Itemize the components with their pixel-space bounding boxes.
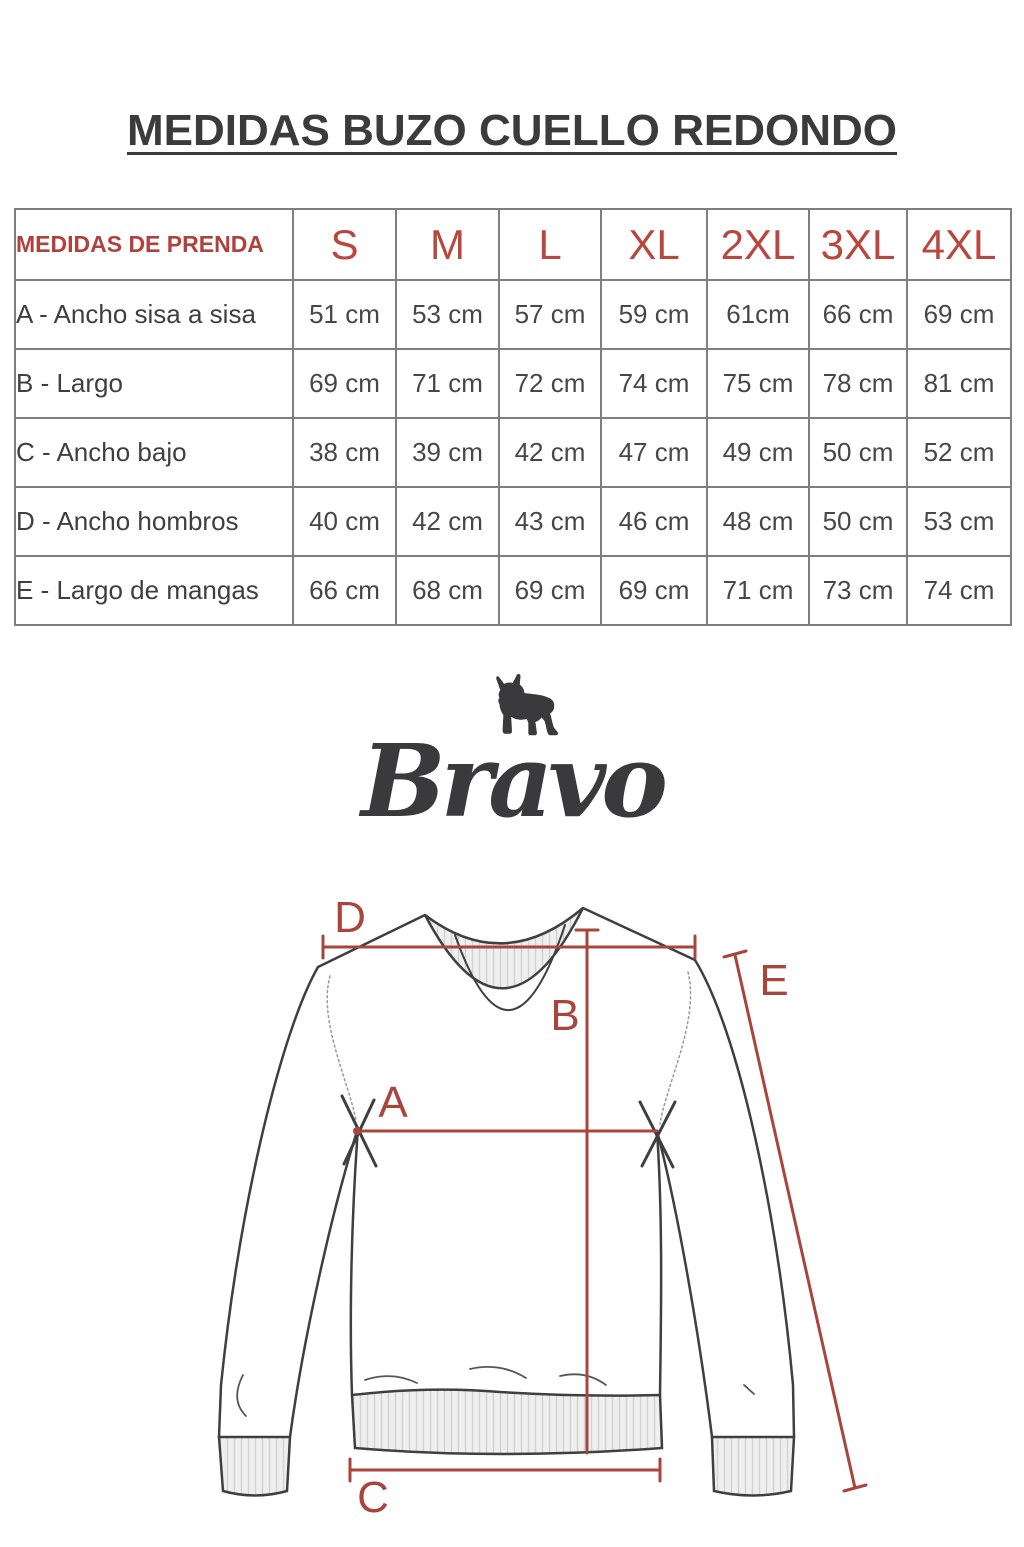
page-title: MEDIDAS BUZO CUELLO REDONDO	[127, 106, 897, 155]
measurement-value-cell: 57 cm	[499, 280, 601, 349]
measurement-row-label: E - Largo de mangas	[15, 556, 293, 625]
measurement-label-e: E	[759, 956, 789, 1005]
measurement-value-cell: 59 cm	[601, 280, 707, 349]
measurement-line-e	[724, 951, 866, 1491]
measurement-value-cell: 61cm	[707, 280, 809, 349]
size-column-header-xl: XL	[601, 209, 707, 280]
table-row	[15, 556, 1011, 625]
measurement-row-label: A - Ancho sisa a sisa	[15, 280, 293, 349]
table-row	[15, 280, 1011, 349]
measurement-value-cell: 75 cm	[707, 349, 809, 418]
size-column-header-l: L	[499, 209, 601, 280]
measurement-label-c: C	[357, 1473, 389, 1522]
measurement-line-c	[350, 1459, 660, 1481]
measurement-line-a	[353, 1127, 657, 1135]
measurement-value-cell: 49 cm	[707, 418, 809, 487]
measurement-value-cell: 72 cm	[499, 349, 601, 418]
measurement-row-label: B - Largo	[15, 349, 293, 418]
table-row	[15, 349, 1011, 418]
measurement-value-cell: 38 cm	[293, 418, 396, 487]
measurement-value-cell: 51 cm	[293, 280, 396, 349]
measurement-value-cell: 46 cm	[601, 487, 707, 556]
measurement-value-cell: 69 cm	[499, 556, 601, 625]
measurement-value-cell: 50 cm	[809, 487, 907, 556]
table-corner-header: MEDIDAS DE PRENDA	[15, 209, 293, 280]
measurement-label-a: A	[378, 1078, 408, 1127]
measurement-value-cell: 50 cm	[809, 418, 907, 487]
measurement-value-cell: 52 cm	[907, 418, 1011, 487]
measurement-value-cell: 39 cm	[396, 418, 499, 487]
sweatshirt-outline	[219, 908, 794, 1496]
measurement-value-cell: 53 cm	[907, 487, 1011, 556]
measurement-row-label: D - Ancho hombros	[15, 487, 293, 556]
measurement-value-cell: 69 cm	[293, 349, 396, 418]
measurement-value-cell: 78 cm	[809, 349, 907, 418]
measurement-value-cell: 71 cm	[707, 556, 809, 625]
sweatshirt-diagram	[0, 880, 1024, 1547]
measurement-value-cell: 74 cm	[601, 349, 707, 418]
measurement-value-cell: 66 cm	[809, 280, 907, 349]
measurement-value-cell: 81 cm	[907, 349, 1011, 418]
table-row	[15, 418, 1011, 487]
measurement-value-cell: 69 cm	[601, 556, 707, 625]
measurement-value-cell: 42 cm	[396, 487, 499, 556]
measurement-value-cell: 74 cm	[907, 556, 1011, 625]
brand-name: Bravo	[361, 722, 663, 840]
size-column-header-4xl: 4XL	[907, 209, 1011, 280]
measurement-value-cell: 68 cm	[396, 556, 499, 625]
measurement-value-cell: 69 cm	[907, 280, 1011, 349]
measurement-value-cell: 71 cm	[396, 349, 499, 418]
size-column-header-3xl: 3XL	[809, 209, 907, 280]
size-column-header-m: M	[396, 209, 499, 280]
size-column-header-s: S	[293, 209, 396, 280]
table-header-row	[15, 209, 1011, 280]
measurement-value-cell: 66 cm	[293, 556, 396, 625]
measurement-value-cell: 40 cm	[293, 487, 396, 556]
measurement-value-cell: 42 cm	[499, 418, 601, 487]
measurement-row-label: C - Ancho bajo	[15, 418, 293, 487]
measurement-label-b: B	[550, 991, 580, 1040]
measurement-value-cell: 53 cm	[396, 280, 499, 349]
size-column-header-2xl: 2XL	[707, 209, 809, 280]
measurement-value-cell: 43 cm	[499, 487, 601, 556]
measurement-value-cell: 47 cm	[601, 418, 707, 487]
measurement-table	[14, 208, 1012, 626]
measurement-label-d: D	[334, 893, 366, 942]
measurement-value-cell: 48 cm	[707, 487, 809, 556]
table-row	[15, 487, 1011, 556]
measurement-value-cell: 73 cm	[809, 556, 907, 625]
